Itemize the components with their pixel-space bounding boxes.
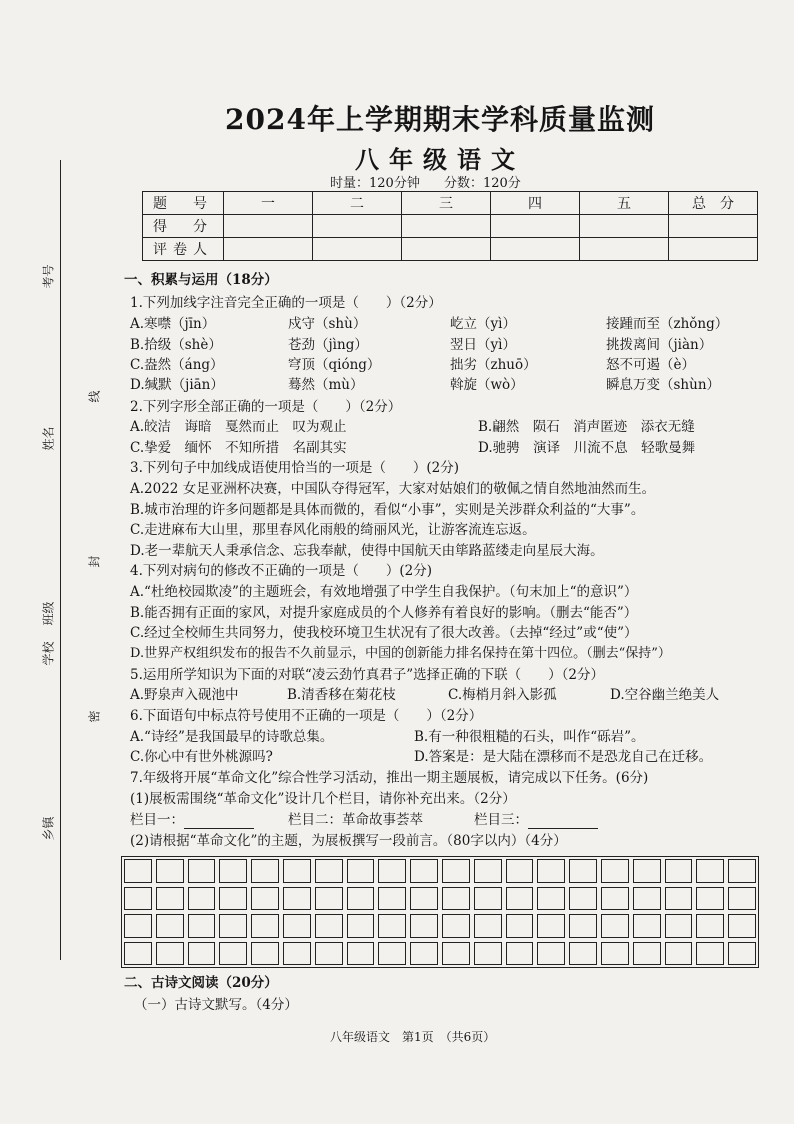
grid-cell[interactable] [251,887,279,911]
grid-cell[interactable] [569,859,597,883]
q1-option: 怒不可遏（è） [606,357,695,373]
grid-cell[interactable] [156,942,184,966]
grid-cell[interactable] [728,859,756,883]
label-township: 乡镇 [41,816,56,841]
grid-cell[interactable] [378,914,406,938]
question-7-2: (2)请根据“革命文化”的主题，为展板撰写一段前言。（80字以内）（4分） [130,833,567,849]
q3-option: B.城市治理的许多问题都是具体而微的，看似“小事”，实则是关涉群众利益的“大事”。 [130,502,645,518]
table-cell[interactable] [491,238,580,261]
grid-cell[interactable] [219,859,247,883]
table-cell[interactable] [402,215,491,238]
grid-cell[interactable] [665,942,693,966]
column-3-text: 栏目三： [474,812,528,828]
grid-cell[interactable] [219,942,247,966]
table-cell[interactable] [580,215,669,238]
grid-cell[interactable] [696,887,724,911]
q4-option: C.经过全校师生共同努力，使我校环境卫生状况有了很大改善。（去掉“经过”或“使”） [130,625,638,641]
score-table-row [143,238,758,261]
grid-cell[interactable] [665,887,693,911]
q6-option: A.“诗经”是我国最早的诗歌总集。 [130,729,334,745]
grid-cell[interactable] [696,942,724,966]
section2-heading: 二、古诗文阅读（20分） [124,975,278,991]
q2-option: A.皎洁 诲暗 戛然而止 叹为观止 [130,419,347,435]
grid-cell[interactable] [410,942,438,966]
grid-cell[interactable] [537,942,565,966]
grid-cell[interactable] [506,914,534,938]
grid-cell[interactable] [378,942,406,966]
grid-cell[interactable] [347,914,375,938]
grid-cell[interactable] [188,914,216,938]
grid-cell[interactable] [633,914,661,938]
grid-cell[interactable] [315,914,343,938]
table-cell[interactable] [669,215,758,238]
grid-cell[interactable] [601,914,629,938]
column-1-label [130,811,254,829]
q1-option: 苍劲（jìng） [288,337,368,353]
q3-option: C.走进麻布大山里，那里春风化雨般的绮丽风光，让游客流连忘返。 [130,522,536,538]
grid-cell[interactable] [474,942,502,966]
time-limit: 时量：120分钟 [330,176,420,191]
label-school: 学校 [41,641,56,666]
table-cell: 五 [580,192,669,215]
binding-mark-seal: 封 [87,555,102,568]
q1-option: 斡旋（wò） [450,377,524,393]
grid-cell[interactable] [188,859,216,883]
grid-cell[interactable] [124,887,152,911]
grid-cell[interactable] [188,942,216,966]
table-cell: 一 [224,192,313,215]
grid-cell[interactable] [506,859,534,883]
column-2-label: 栏目二：革命故事荟萃 [288,812,423,828]
column-1-blank[interactable] [184,814,254,829]
grid-cell[interactable] [506,942,534,966]
grid-cell[interactable] [156,887,184,911]
grid-cell[interactable] [283,914,311,938]
grid-cell[interactable] [696,914,724,938]
grid-cell[interactable] [728,887,756,911]
grid-cell[interactable] [569,887,597,911]
time-info [330,172,541,191]
grid-cell[interactable] [633,859,661,883]
q1-option: B.拾级（shè） [130,337,222,353]
grid-cell[interactable] [315,942,343,966]
question-5: 5.运用所学知识为下面的对联“凌云劲竹真君子”选择正确的下联（ ）（2分） [130,667,605,683]
q4-option: D.世界产权组织发布的报告不久前显示，中国的创新能力排名保持在第十四位。（删去“保持”） [130,646,671,661]
grid-cell[interactable] [665,859,693,883]
grid-cell[interactable] [251,859,279,883]
q6-option: B.有一种很粗糙的石头，叫作“砾岩”。 [414,729,645,745]
grid-cell[interactable] [283,859,311,883]
table-cell[interactable] [580,238,669,261]
q3-option: D.老一辈航天人秉承信念、忘我奉献，使得中国航天由筚路蓝缕走向星辰大海。 [130,543,604,559]
grid-cell[interactable] [347,859,375,883]
q2-option: B.翩然 陨石 消声匿迹 添衣无缝 [478,419,695,435]
grid-cell[interactable] [665,914,693,938]
q1-option: 穹顶（qióng） [288,357,381,373]
page-footer: 八年级语文 第1页 （共6页） [330,1030,496,1044]
grid-cell[interactable] [251,942,279,966]
grid-cell[interactable] [601,942,629,966]
grid-cell[interactable] [569,942,597,966]
score-table-row [143,215,758,238]
q1-option: 拙劣（zhuō） [450,357,537,373]
q1-option: 蓦然（mù） [288,377,364,393]
table-cell: 四 [491,192,580,215]
label-exam-number: 考号 [41,264,56,289]
section1-heading: 一、积累与运用（18分） [124,272,278,288]
grid-cell[interactable] [442,887,470,911]
grid-cell[interactable] [474,887,502,911]
label-class: 班级 [41,601,56,626]
grid-cell[interactable] [410,914,438,938]
grid-cell[interactable] [219,887,247,911]
q5-option: D.空谷幽兰绝美人 [610,687,720,703]
label-name: 姓名 [41,426,56,451]
table-cell: 二 [313,192,402,215]
column-3-blank[interactable] [528,814,598,829]
q3-option: A.2022 女足亚洲杯决赛，中国队夺得冠军，大家对姑娘们的敬佩之情自然地油然而生。 [130,481,656,497]
grid-cell[interactable] [537,887,565,911]
grid-cell[interactable] [442,859,470,883]
writing-grid[interactable] [121,856,759,968]
q1-option: 屹立（yì） [450,316,516,332]
grid-cell[interactable] [410,887,438,911]
grid-cell[interactable] [633,887,661,911]
column-3-label [474,811,598,829]
grid-cell[interactable] [283,942,311,966]
grid-cell[interactable] [728,942,756,966]
grid-cell[interactable] [474,859,502,883]
grid-cell[interactable] [474,914,502,938]
question-3: 3.下列句子中加线成语使用恰当的一项是（ ）(2分) [130,460,460,476]
q2-option: D.驰骋 演译 川流不息 轻歌曼舞 [478,440,696,456]
grid-cell[interactable] [188,887,216,911]
binding-mark-secret: 密 [87,710,102,723]
grid-cell[interactable] [601,859,629,883]
q6-option: D.答案是：是大陆在漂移而不是恐龙自己在迁移。 [414,749,713,765]
table-cell: 三 [402,192,491,215]
grid-cell[interactable] [569,914,597,938]
grid-cell[interactable] [219,914,247,938]
question-2: 2.下列字形全部正确的一项是（ ）（2分） [130,399,402,415]
grid-cell[interactable] [728,914,756,938]
grid-cell[interactable] [124,914,152,938]
table-cell[interactable] [402,238,491,261]
q4-option: A.“杜绝校园欺凌”的主题班会，有效地增强了中学生自我保护。（句末加上“的意识”） [130,584,638,600]
q1-option: 戍守（shù） [288,316,367,332]
grid-cell[interactable] [315,887,343,911]
q4-option: B.能否拥有正面的家风，对提升家庭成员的个人修养有着良好的影响。（删去“能否”） [130,605,638,621]
grid-cell[interactable] [251,914,279,938]
question-7-1: (1)展板需围绕“革命文化”设计几个栏目，请你补充出来。（2分） [130,791,516,807]
table-cell[interactable] [313,238,402,261]
table-cell[interactable] [491,215,580,238]
grid-cell[interactable] [410,859,438,883]
table-cell: 总 分 [669,192,758,215]
table-cell[interactable] [224,238,313,261]
q1-option: A.寒噤（jīn） [130,316,216,332]
q1-option: 接踵而至（zhǒng） [606,316,729,332]
q5-option: C.梅梢月斜入影孤 [448,687,557,703]
section2-part1: （一）古诗文默写。（4分） [134,997,298,1013]
q1-option: D.缄默（jiān） [130,377,224,393]
grid-cell[interactable] [156,914,184,938]
grid-cell[interactable] [124,859,152,883]
exam-title: 2024年上学期期末学科质量监测 [225,103,655,136]
grid-cell[interactable] [537,914,565,938]
table-cell: 题 号 [143,192,224,215]
total-score: 分数：120分 [443,176,521,191]
grid-cell[interactable] [601,887,629,911]
grid-cell[interactable] [506,887,534,911]
grid-cell[interactable] [124,942,152,966]
grid-cell[interactable] [378,859,406,883]
q1-option: 翌日（yì） [450,337,516,353]
table-cell: 评卷人 [143,238,224,261]
q2-option: C.挚爱 缅怀 不知所措 名副其实 [130,440,347,456]
table-cell[interactable] [224,215,313,238]
score-table-row [143,192,758,215]
question-6: 6.下面语句中标点符号使用不正确的一项是（ ）（2分） [130,708,483,724]
grid-cell[interactable] [442,914,470,938]
grid-cell[interactable] [537,859,565,883]
question-7: 7.年级将开展“革命文化”综合性学习活动，推出一期主题展板，请完成以下任务。(6分) [130,770,649,786]
grid-cell[interactable] [347,887,375,911]
column-1-text: 栏目一： [130,812,184,828]
grid-cell[interactable] [315,859,343,883]
grid-cell[interactable] [156,859,184,883]
exam-subtitle: 八年级语文 [355,145,525,174]
grid-cell[interactable] [347,942,375,966]
table-cell: 得 分 [143,215,224,238]
q1-option: 挑拨离间（jiàn） [606,337,713,353]
score-table [142,191,758,261]
q5-option: A.野泉声入砚池中 [130,687,239,703]
q1-option: 瞬息万变（shùn） [606,377,721,393]
grid-cell[interactable] [696,859,724,883]
binding-line [60,160,61,960]
q6-option: C.你心中有世外桃源吗? [130,749,273,765]
grid-cell[interactable] [283,887,311,911]
table-cell[interactable] [313,215,402,238]
question-4: 4.下列对病句的修改不正确的一项是（ ）(2分) [130,563,433,579]
grid-cell[interactable] [378,887,406,911]
binding-mark-line: 线 [87,390,102,403]
question-1: 1.下列加线字注音完全正确的一项是（ ）（2分） [130,295,442,311]
grid-cell[interactable] [633,942,661,966]
q5-option: B.清香移在菊花枝 [287,687,396,703]
q1-option: C.盎然（áng） [130,357,224,373]
table-cell[interactable] [669,238,758,261]
grid-cell[interactable] [442,942,470,966]
